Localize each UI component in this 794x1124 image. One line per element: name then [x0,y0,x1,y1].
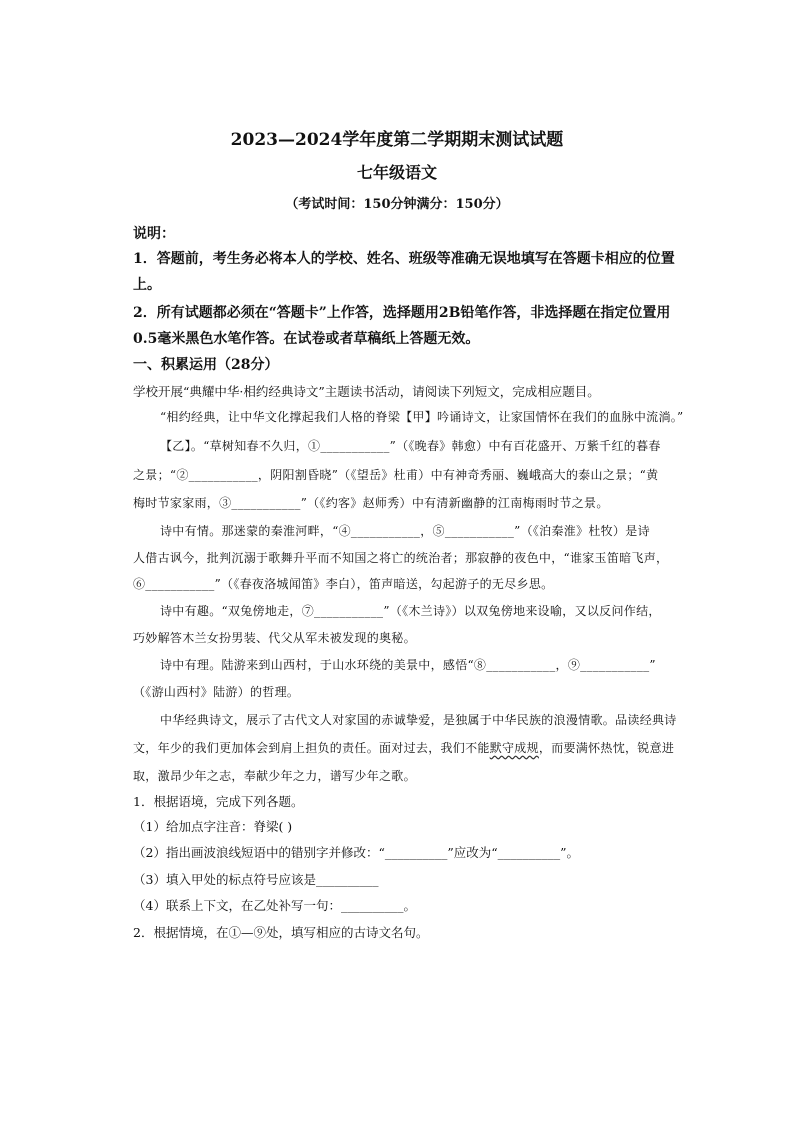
passage-p6-line-3: 取，激昂少年之志，奉献少年之力，谱写少年之歌。 [133,769,416,783]
instruction-2-line-2: 0.5毫米黑色水笔作答。在试卷或者草稿纸上答题无效。 [133,331,480,347]
passage-p6-line-1: 中华经典诗文，展示了古代文人对家国的赤诚挚爱，是独属于中华民族的浪漫情歌。品读经典诗 [160,713,677,727]
question-2-stem: 2．根据情境，在①—⑨处，填写相应的古诗文名句。 [133,925,429,940]
passage-p5-line-2: （《游山西村》陆游）的哲理。 [133,685,300,699]
section-1-intro: 学校开展“典耀中华·相约经典诗文”主题读书活动，请阅读下列短文，完成相应题目。 [133,384,600,399]
passage-p3-line-3: ⑥___________”（《春夜洛城闻笛》李白），笛声暗送，勾起游子的无尽乡思。 [133,577,554,591]
passage-p3-line-1: 诗中有情。那迷蒙的秦淮河畔，“④___________，⑤___________”（《泊秦淮》杜牧）是诗 [160,524,650,538]
exam-title: 2023—2024学年度第二学期期末测试试题 [230,130,564,150]
exam-subtitle: 七年级语文 [356,163,437,182]
question-1-sub-2: （2）指出画波浪线短语中的错别字并修改：“__________”应改为“__________”。 [133,845,580,860]
instructions-heading: 说明： [133,226,175,242]
passage-p2-line-3: 梅时节家家雨，③___________”（《约客》赵师秀）中有清新幽静的江南梅雨时节之景。 [133,496,609,510]
passage-p1: “相约经典，让中华文化撑起我们人格的脊梁【甲】吟诵诗文，让家国情怀在我们的血脉中流淌。” [160,410,684,424]
passage-p2-line-1: 【乙】。“草树知春不久归，①___________”（《晚春》韩愈）中有百花盛开、万紫千红的暮春 [160,439,661,453]
passage-p2-line-2: 之景；“②___________，阴阳割昏晓”（《望岳》杜甫）中有神奇秀丽、巍峨高大的泰山之景；“黄 [133,468,659,482]
instruction-1-line-1: 1．答题前，考生务必将本人的学校、姓名、班级等准确无误地填写在答题卡相应的位置 [133,251,675,267]
passage-p5-line-1: 诗中有理。陆游来到山西村，于山水环绕的美景中，感悟“⑧___________，⑨___________” [160,658,656,672]
question-1-sub-4: （4）联系上下文，在乙处补写一句：__________。 [133,898,416,913]
question-1-stem: 1．根据语境，完成下列各题。 [133,794,304,809]
passage-p6-line-2 [0,741,794,755]
passage-p4-line-2: 巧妙解答木兰女扮男装、代父从军未被发现的奥秘。 [133,631,416,645]
passage-p3-line-2: 人借古讽今，批判沉溺于歌舞升平而不知国之将亡的统治者；那寂静的夜色中，“谁家玉笛暗飞声， [133,551,669,565]
question-1-sub-1: （1）给加点字注音：脊梁( ) [133,819,293,834]
exam-info: （考试时间：150分钟满分：150分） [285,197,509,212]
section-1-heading: 一、积累运用（28分） [133,357,279,373]
passage-p6-line-2-pre: 文，年少的我们更加体会到肩上担负的责任。面对过去，我们不能 [133,741,490,755]
passage-p4-line-1: 诗中有趣。“双兔傍地走，⑦___________”（《木兰诗》）以双兔傍地来设喻，又以反问作结， [160,604,661,618]
question-1-sub-3: （3）填入甲处的标点符号应该是__________ [133,872,379,887]
passage-p6-line-2-post: ，而要满怀热忱，锐意进 [538,741,675,755]
instruction-2-line-1: 2．所有试题都必须在“答题卡”上作答，选择题用2B铅笔作答，非选择题在指定位置用 [133,305,671,321]
instruction-1-line-2: 上。 [133,277,161,293]
wavy-underlined-phrase: 默守成规 [489,741,539,755]
